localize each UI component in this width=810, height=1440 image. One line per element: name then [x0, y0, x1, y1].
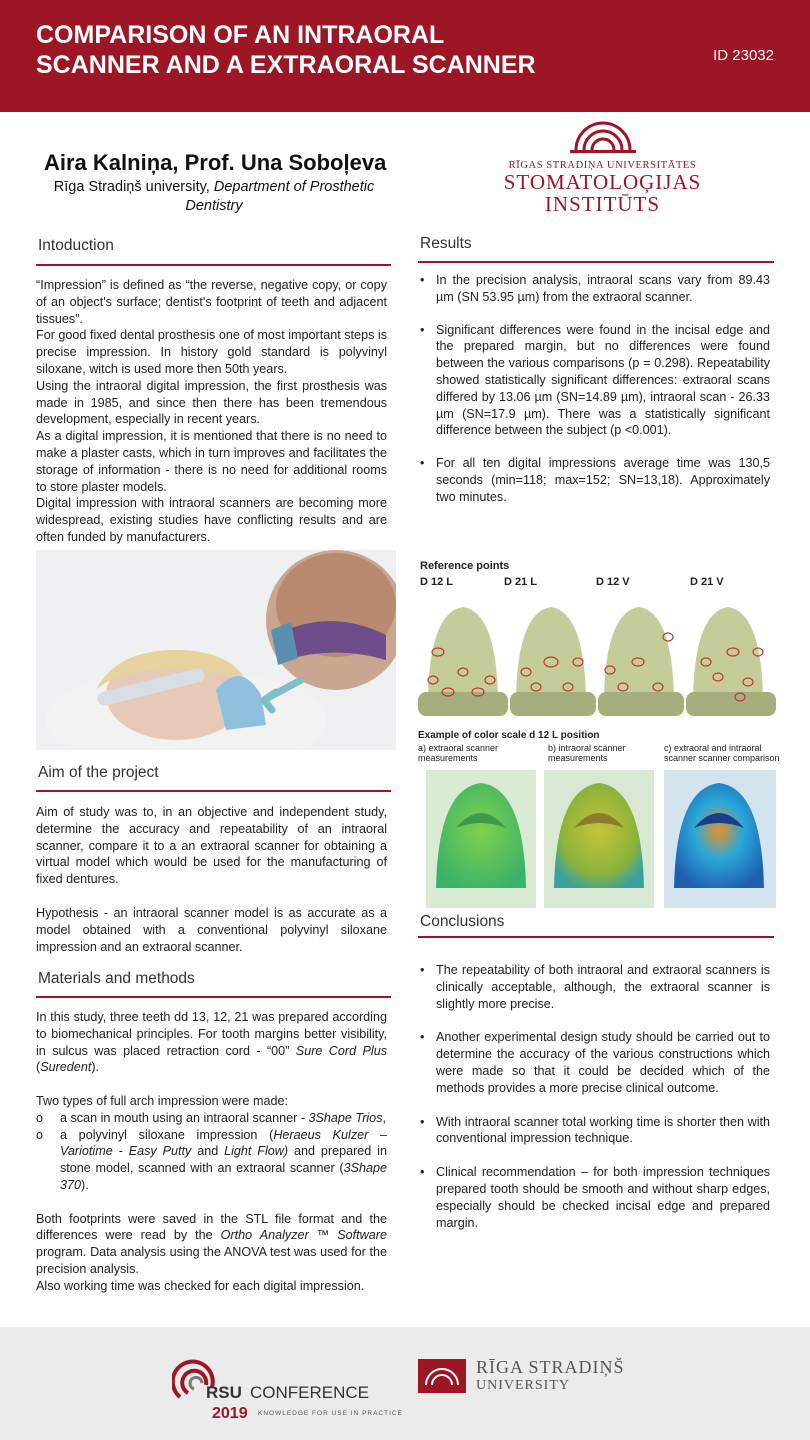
text-run: and prepared in stone model, scanned with an extraoral scanner (: [60, 1144, 387, 1176]
color-scale-models: [416, 768, 780, 910]
text-run: Light Flow): [224, 1144, 289, 1159]
text-run: ,: [382, 1110, 386, 1125]
methods-title: Materials and methods: [38, 970, 195, 987]
conclusions-item: • With intraoral scanner total working time is shorter then with conventional impression technique.: [418, 1114, 770, 1148]
conf-tagline: KNOWLEDGE FOR USE IN PRACTICE: [258, 1410, 403, 1417]
ref-label: D 12 V: [596, 576, 630, 588]
text-run: a scan in mouth using an intraoral scanner -: [60, 1110, 309, 1125]
rsu-conference-logo: [172, 1347, 402, 1427]
color-scale-title: Example of color scale d 12 L position: [418, 730, 600, 741]
text-run: Ortho Analyzer ™ Software: [220, 1228, 387, 1243]
conclusions-item: • Another experimental design study should be carried out to determine the accuracy of the various constructions which were made so that it could be decided which of the methods provides a more precise clinical outcome.: [418, 1029, 770, 1096]
logo-line-1: RĪGAS STRADIŅA UNIVERSITĀTES: [508, 160, 697, 171]
institute-logo-icon: [568, 120, 638, 154]
conclusions-item: • Clinical recommendation – for both impression techniques prepared tooth should be smooth and without sharp edges, especially should be checked incisal edge and prepared margin.: [418, 1164, 770, 1231]
text-run: Heraeus Kulzer – Variotime - Easy Putty: [60, 1127, 387, 1159]
methods-paragraph: Also working time was checked for each digital impression.: [36, 1278, 365, 1293]
text-run: 3Shape 370: [60, 1161, 387, 1192]
methods-paragraph: [36, 1211, 387, 1278]
affiliation: [44, 178, 384, 216]
poster-header: [0, 0, 810, 112]
logo-line-2: STOMATOLOĢIJAS: [503, 170, 702, 194]
ref-label: D 21 L: [504, 576, 538, 588]
ref-label: D 12 L: [420, 576, 454, 588]
methods-paragraph: [36, 1009, 387, 1076]
conf-year: 2019: [212, 1405, 248, 1422]
introduction-rule: [36, 264, 391, 266]
text-run: Both footprints were saved in the STL file format and the differences were read by the: [36, 1211, 387, 1243]
intro-paragraph: For good fixed dental prosthesis one of most important steps is precise impression. In history gold standard is polyvinyl siloxane, witch is used more then 50th years.: [36, 328, 387, 376]
authors: Aira Kalniņa, Prof. Una Soboļeva: [44, 150, 387, 175]
text-run: 3Shape Trios: [308, 1110, 383, 1125]
conf-rsu: RSU: [206, 1383, 242, 1402]
results-item: • In the precision analysis, intraoral scans vary from 89.43 µm (SN 53.95 µm) from the extraoral scanner.: [418, 272, 770, 306]
text-run: In this study, three teeth dd 13, 12, 21 was prepared according to biomechanical principles. For tooth margins better visibility, in sulcus was placed retraction cord - “00”: [36, 1010, 387, 1058]
methods-option: [36, 1110, 387, 1127]
reference-points-title: Reference points: [420, 560, 510, 572]
aim-rule: [36, 790, 391, 792]
text-run: Suredent: [40, 1060, 92, 1075]
hypothesis-text: Hypothesis - an intraoral scanner model is as accurate as a model obtained with a conventional polyvinyl siloxane impression and an extraoral scanner.: [36, 906, 387, 954]
methods-paragraph: Two types of full arch impression were made:: [36, 1093, 288, 1108]
results-list: [418, 272, 770, 506]
intro-paragraph: Using the intraoral digital impression, the first prosthesis was made in 1985, and since then there has been tremendous development, especially in recent years.: [36, 378, 387, 427]
methods-option: [36, 1127, 387, 1194]
color-scale-figure: [416, 730, 780, 910]
option-marker: o: [36, 1127, 44, 1142]
institute-logo: [500, 120, 705, 220]
rsu-university-logo: [418, 1357, 625, 1407]
option-marker: o: [36, 1110, 44, 1125]
photo-illustration: [36, 550, 396, 750]
poster-title: COMPARISON OF AN INTRAORAL SCANNER AND A EXTRAORAL SCANNER: [36, 21, 536, 79]
text-run: a polyvinyl siloxane impression (: [60, 1127, 274, 1142]
aim-title: Aim of the project: [38, 764, 159, 781]
uni-line-2: UNIVERSITY: [476, 1378, 570, 1393]
text-run: ).: [81, 1177, 89, 1192]
footer: [0, 1327, 810, 1440]
uni-line-1: RĪGA STRADIŅŠ: [476, 1357, 625, 1377]
university-crest-icon: [418, 1359, 466, 1393]
conclusions-rule: [418, 936, 774, 938]
color-label: a) extraoral scanner measurements: [418, 743, 499, 763]
intro-paragraph: “Impression” is defined as “the reverse, negative copy, or copy of an object's surface; dentist's footprint of teeth and adjacent tissues”.: [36, 278, 387, 326]
affiliation-institution: Rīga Stradiņš university,: [53, 179, 214, 195]
color-label: c) extraoral and intraoral scanner scanner comparison: [664, 743, 780, 763]
text-run: program. Data analysis using the ANOVA test was used for the precision analysis.: [36, 1245, 387, 1276]
tooth-models: [418, 592, 778, 720]
poster-id: ID 23032: [713, 47, 774, 64]
text-run: (: [36, 1060, 41, 1075]
intro-paragraph: Digital impression with intraoral scanners are becoming more widespread, existing studies have conflicting results and are often funded by manufacturers.: [36, 496, 387, 544]
conclusions-list: [418, 962, 770, 1231]
spacer: [36, 1194, 387, 1211]
results-item: • Significant differences were found in the incisal edge and the prepared margin, but no differences were found between the various comparisons (p = 0.298). Repeatability showed statistically significant differences: extraoral scans differed by 13.06 µm (SN=14.89 µm), intraoral scan - 26.33 µm (SN=17.9 µm). There was a statistically significant difference between the subject (p <0.001).: [418, 322, 770, 440]
methods-text: [36, 1009, 387, 1295]
conclusions-item: • The repeatability of both intraoral and extraoral scanners is clinically acceptable, although, the extraoral scanner is slightly more precise.: [418, 962, 770, 1012]
conclusions-title: Conclusions: [420, 913, 505, 930]
affiliation-department: Department of Prosthetic Dentistry: [185, 179, 375, 214]
logo-line-3: INSTITŪTS: [544, 192, 661, 216]
reference-points-figure: [418, 560, 778, 720]
aim-text: Aim of study was to, in an objective and independent study, determine the accuracy and repeatability of an intraoral scanner, compare it to a an extraoral scanner for obtaining a virtual model which would be used for the manufacturing of fixed dentures.: [36, 805, 387, 887]
conf-word: CONFERENCE: [250, 1383, 370, 1402]
ref-label: D 21 V: [690, 576, 724, 588]
spacer: [36, 1076, 387, 1093]
color-label: b) intraoral scanner measurements: [548, 743, 626, 763]
methods-rule: [36, 996, 391, 998]
dental-scan-photo: [36, 550, 396, 750]
results-title: Results: [420, 235, 472, 252]
results-item: • For all ten digital impressions average time was 130,5 seconds (min=118; max=152; SN=13,18). Approximately two minutes.: [418, 455, 770, 505]
text-run: ).: [91, 1060, 100, 1075]
text-run: Sure Cord Plus: [295, 1043, 387, 1058]
introduction-title: Intoduction: [38, 237, 114, 254]
introduction-text: [36, 277, 387, 546]
intro-paragraph: As a digital impression, it is mentioned that there is no need to make a plaster casts, which in turn improves and facilitates the storage of information - there is no need for additional rooms to store plaster models.: [36, 429, 387, 494]
results-rule: [418, 261, 774, 263]
text-run: and: [191, 1144, 225, 1159]
